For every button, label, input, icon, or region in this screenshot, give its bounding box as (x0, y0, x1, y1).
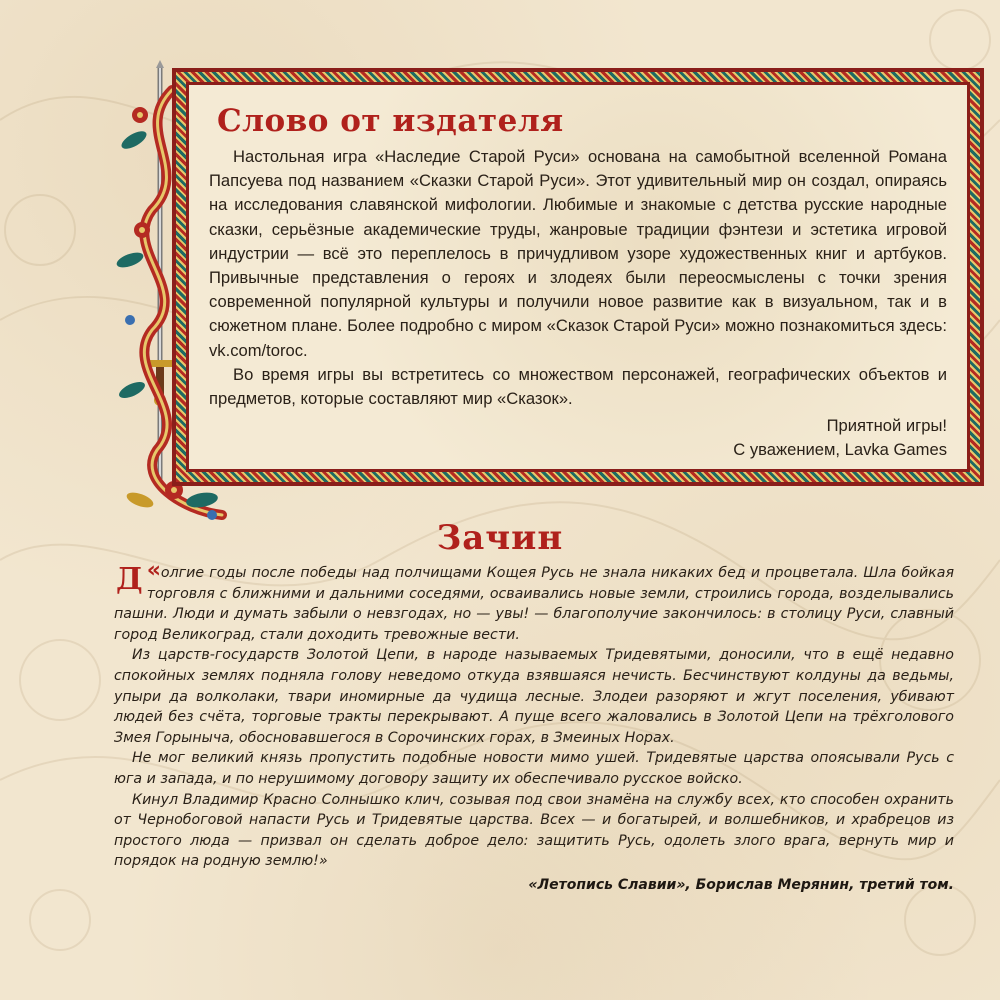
zachin-paragraph-text: олгие годы после победы над полчищами Кощея Русь не знала никаких бед и процветала. Шла бойкая торговля с ближними и дальними соседями, осваивались новые земли, строились города, возделывались пашни. Люди и думать забыли о невзгодах, но — увы! — благополучие закончилось: в столицу Руси, славный город Великоград, стали доходить тревожные вести. (114, 565, 954, 643)
source-citation: «Летопись Славии», Борислав Мерянин, третий том. (528, 877, 954, 893)
zachin-title: Зачин (436, 518, 564, 558)
zachin-text (114, 558, 954, 872)
publisher-paragraph: Во время игры вы встретитесь со множеством персонажей, географических объектов и предметов, которые составляют мир «Сказок». (209, 364, 947, 409)
quote-mark: « (146, 558, 161, 583)
publisher-body (209, 145, 947, 411)
zachin-paragraph: Из царств-государств Золотой Цепи, в народе называемых Тридевятыми, доносили, что в ещё недавно спокойных землях подняла голову неведомо откуда взявшаяся нечисть. Бесчинствуют колдуны да ведьмы, упыри да волколаки, твари иномирные да чудища лесные. Злодеи разоряют и жгут поселения, убивают людей без счёта, торговые тракты перекрывают. А пуще всего жаловались в Золотой Цепи на трёхголового Змея Горыныча, обосновавшегося в Сорочинских горах, в Змеиных Норах. (114, 647, 954, 746)
publisher-title: Слово от издателя (217, 103, 564, 139)
publisher-closing: Приятной игры! (826, 416, 947, 436)
zachin-paragraph (114, 558, 954, 645)
zachin-paragraph: Кинул Владимир Красно Солнышко клич, созывая под свои знамёна на службу всех, кто способен охранить от Чернобоговой напасти Русь и Тридевятые царства. Всех — и богатырей, и волшебников, и храбрецов из простого люда — призвал он сделать доброе дело: защитить Русь, одолеть злого врага, вернуть мир и порядок на родную землю!» (114, 791, 954, 870)
publisher-panel (186, 82, 970, 472)
publisher-signature: С уважением, Lavka Games (733, 440, 947, 460)
zachin-paragraph: Не мог великий князь пропустить подобные новости мимо ушей. Тридевятые царства опоясывали Русь с юга и запада, и по нерушимому договору защиту их обеспечивало русское войско. (114, 750, 954, 787)
drop-cap: Д (116, 562, 143, 597)
publisher-paragraph: Настольная игра «Наследие Старой Руси» основана на самобытной вселенной Романа Папсуева под названием «Сказки Старой Руси». Этот удивительный мир он создал, опираясь на исследования славянской мифологии. Любимые и знакомые с детства русские народные сказки, серьёзные академические труды, жанровые традиции фэнтези и эстетика игровой индустрии — всё это переплелось в причудливом узоре художественных книг и артбуков. Привычные представления о героях и злодеях были переосмыслены с точки зрения современной популярной культуры и получили новое развитие как в визуальном, так и в сюжетном плане. Более подробно с миром «Сказок Старой Руси» можно познакомиться здесь: vk.com/torоc. (209, 147, 947, 360)
publisher-frame (172, 68, 984, 486)
